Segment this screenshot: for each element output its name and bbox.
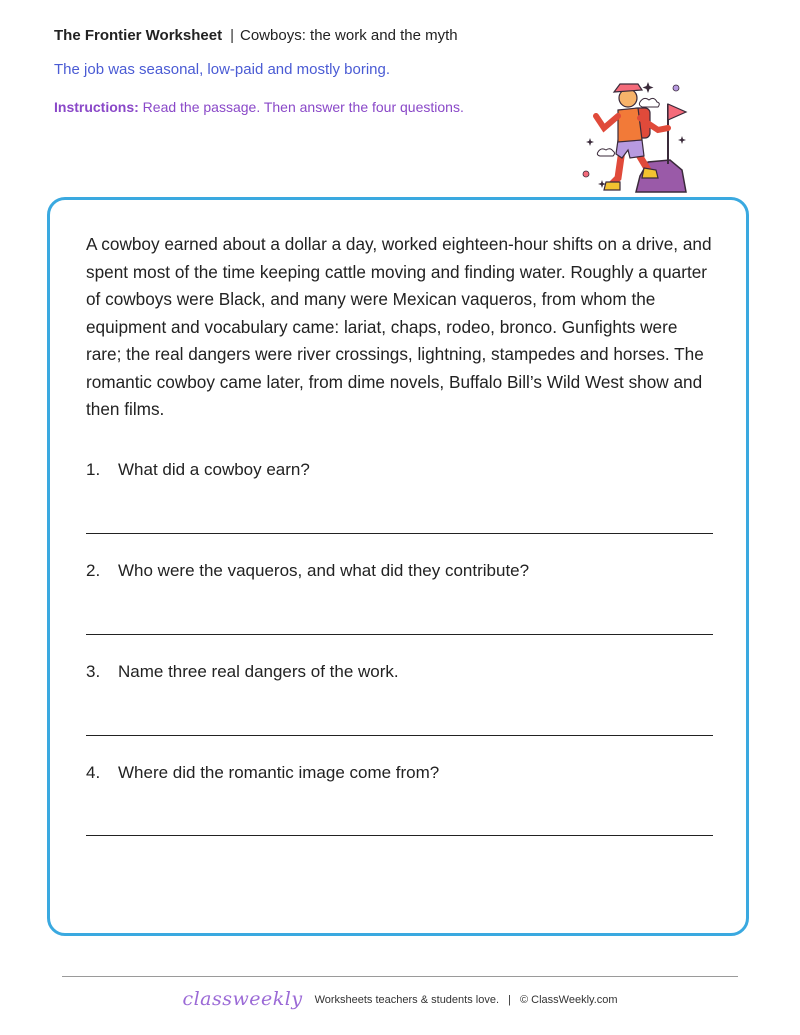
footer-copyright: © ClassWeekly.com	[520, 994, 618, 1006]
question-number: 4.	[86, 763, 101, 782]
footer	[0, 988, 800, 1010]
question-number: 2.	[86, 561, 101, 580]
instructions	[54, 99, 464, 115]
question-number: 1.	[86, 460, 101, 479]
instructions-label: Instructions:	[54, 99, 139, 115]
answer-line-1[interactable]	[86, 533, 713, 534]
question-text: Who were the vaqueros, and what did they contribute?	[118, 561, 530, 580]
footer-divider	[62, 976, 738, 977]
question-3	[86, 662, 399, 682]
reading-passage: A cowboy earned about a dollar a day, worked eighteen-hour shifts on a drive, and spent most of the time keeping cattle moving and finding water. Roughly a quarter of cowboys were Black, and many were Mexican vaqueros, from whom the equipment and vocabulary came: lariat, chaps, rodeo, bronco. Gunfights were rare; the real dangers were river crossings, lightning, stampedes and horses. The romantic cowboy came later, from dime novels, Buffalo Bill’s Wild West show and then films.	[86, 234, 712, 419]
footer-tagline: Worksheets teachers & students love.	[314, 994, 500, 1006]
question-1	[86, 460, 310, 480]
header-separator: |	[230, 27, 234, 44]
worksheet-topic: Cowboys: the work and the myth	[240, 27, 458, 44]
worksheet-subtitle: The job was seasonal, low-paid and mostly boring.	[54, 61, 391, 78]
question-text: What did a cowboy earn?	[118, 460, 310, 479]
answer-line-4[interactable]	[86, 835, 713, 836]
question-text: Where did the romantic image come from?	[118, 763, 440, 782]
answer-line-3[interactable]	[86, 735, 713, 736]
question-text: Name three real dangers of the work.	[118, 662, 399, 681]
worksheet-header	[54, 27, 458, 44]
question-number: 3.	[86, 662, 101, 681]
answer-line-2[interactable]	[86, 634, 713, 635]
question-4	[86, 763, 439, 783]
worksheet-title: The Frontier Worksheet	[54, 27, 223, 44]
hiker-with-flag-icon	[578, 78, 696, 196]
question-2	[86, 561, 529, 581]
footer-separator: |	[508, 994, 511, 1006]
instructions-text: Read the passage. Then answer the four questions.	[142, 99, 464, 115]
brand-logo: classweekly	[182, 988, 303, 1010]
